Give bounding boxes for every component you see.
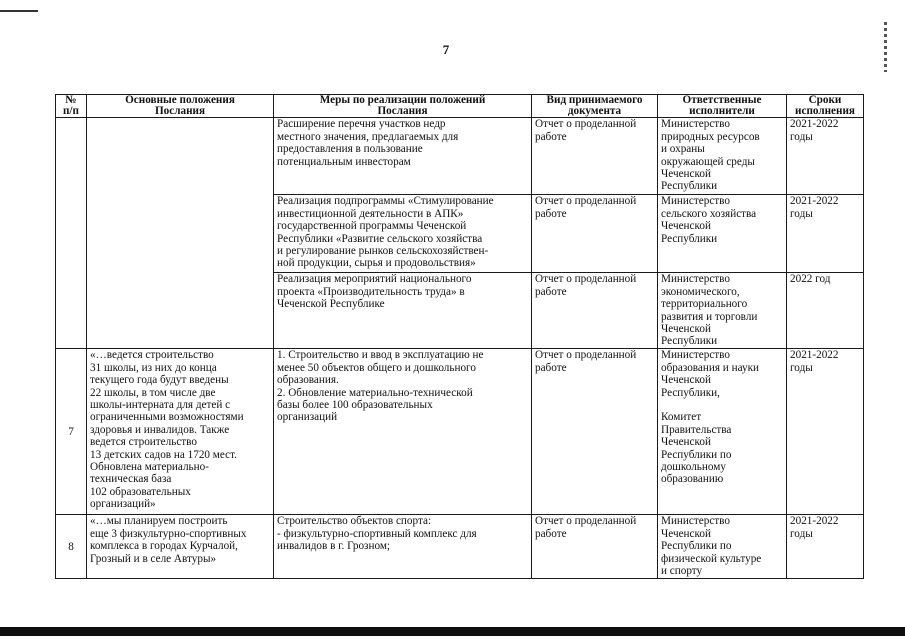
table-row — [56, 515, 864, 579]
header-cell-number — [56, 95, 87, 118]
cell-text-line: Республики — [661, 180, 718, 193]
cell-text-line: Министерство — [661, 118, 730, 131]
cell-text-line: Чеченской Республике — [277, 298, 385, 311]
cell-text-line: школы-интерната для детей с — [90, 399, 231, 412]
cell-text-line: 2. Обновление материально-технической — [277, 386, 473, 399]
cell-text-line: Реализация мероприятий национального — [277, 273, 472, 286]
cell-text-line: работе — [535, 527, 567, 540]
cell-text-line: дошкольному — [661, 461, 726, 474]
cell-text-line: окружающей среды — [661, 155, 755, 168]
cell-text-line: Чеченской — [661, 436, 711, 449]
cell-text-line: 13 детских садов на 1720 мест. — [90, 448, 237, 461]
cell-text-line: Чеченской — [661, 168, 711, 181]
row-number-cell: 8 — [56, 515, 87, 579]
cell-text-line: 2022 год — [790, 273, 831, 286]
cell-text-line: техническая база — [90, 473, 172, 486]
header-cell-provisions — [87, 95, 274, 118]
document-type-cell — [532, 273, 658, 349]
cell-text-line: 102 образовательных — [90, 485, 191, 498]
cell-text-line: Чеченской — [661, 527, 711, 540]
row-number-cell: 7 — [56, 349, 87, 515]
document-type-cell — [532, 118, 658, 195]
cell-text-line: 2021-2022 — [790, 195, 839, 208]
deadline-cell — [787, 515, 864, 579]
executors-cell — [658, 118, 787, 195]
measures-cell — [274, 118, 532, 195]
cell-text-line: базы более 100 образовательных — [277, 399, 433, 412]
cell-text-line: Послания — [377, 105, 428, 118]
cell-text-line: Комитет — [661, 411, 702, 424]
table-header-row — [56, 95, 864, 118]
cell-text-line: «…ведется строительство — [90, 349, 214, 362]
cell-text-line: Меры по реализации положений — [319, 94, 486, 106]
cell-text-line: образования и науки — [661, 361, 759, 374]
cell-text-line: Республики по — [661, 448, 732, 461]
cell-text-line: Строительство объектов спорта: — [277, 515, 432, 528]
deadline-cell — [787, 349, 864, 515]
measures-cell — [274, 273, 532, 349]
cell-text-line: Отчет о проделанной — [535, 195, 637, 208]
cell-text-line: государственной программы Чеченской — [277, 220, 467, 233]
cell-text-line: работе — [535, 130, 567, 143]
cell-text-line: Ответственные — [682, 94, 762, 106]
cell-text-line: здоровья и инвалидов. Также — [90, 423, 230, 436]
cell-text-line: Республики по — [661, 540, 732, 553]
provision-cell — [87, 349, 274, 515]
cell-text-line: исполнители — [689, 105, 755, 118]
cell-text-line: Отчет о проделанной — [535, 118, 637, 131]
cell-text-line: Республики, — [661, 386, 720, 399]
cell-text-line: инвалидов в г. Грозном; — [277, 540, 391, 553]
cell-text-line: ограниченными возможностями — [90, 411, 244, 424]
cell-text-line: Расширение перечня участков недр — [277, 118, 446, 131]
cell-text-line: образованию — [661, 473, 724, 486]
cell-text-line: предоставления в пользование — [277, 143, 423, 156]
executors-cell — [658, 349, 787, 515]
cell-text-line: документа — [567, 105, 622, 118]
provision-cell — [87, 118, 274, 349]
cell-text-line: территориального — [661, 298, 748, 311]
cell-text-line: 2021-2022 — [790, 118, 839, 131]
cell-text-line: Республики «Развитие сельского хозяйства — [277, 232, 483, 245]
cell-text-line: работе — [535, 207, 567, 220]
measures-cell — [274, 195, 532, 273]
cell-text-line: Основные положения — [125, 94, 235, 106]
cell-text-line: работе — [535, 285, 567, 298]
cell-text-line: 2021-2022 — [790, 349, 839, 362]
cell-text-line: 31 школы, из них до конца — [90, 361, 217, 374]
executors-cell — [658, 515, 787, 579]
cell-text-line: «…мы планируем построить — [90, 515, 228, 528]
cell-text-line: Чеченской — [661, 323, 711, 336]
cell-text-line: ведется строительство — [90, 436, 197, 449]
cell-text-line: Чеченской — [661, 220, 711, 233]
cell-text-line: Послания — [154, 105, 206, 118]
cell-text-line: Республики — [661, 232, 718, 245]
executors-cell — [658, 273, 787, 349]
cell-text-line: менее 50 объектов общего и дошкольного — [277, 361, 476, 374]
cell-text-line: Министерство — [661, 349, 730, 362]
table-row — [56, 349, 864, 515]
document-type-cell — [532, 515, 658, 579]
cell-text-line: Сроки — [808, 94, 842, 106]
page-number: 7 — [442, 42, 450, 57]
cell-text-line: работе — [535, 361, 567, 374]
scan-artifact-right — [884, 22, 887, 72]
cell-text-line: еще 3 физкультурно-спортивных — [90, 527, 247, 540]
cell-text-line: текущего года будут введены — [90, 374, 229, 387]
deadline-cell — [787, 273, 864, 349]
cell-text-line: образования. — [277, 374, 339, 387]
cell-text-line: 1. Строительство и ввод в эксплуатацию не — [277, 349, 484, 362]
cell-text-line: физической культуре — [661, 552, 762, 565]
cell-text-line: Грозный и в селе Автуры» — [90, 552, 217, 565]
provision-cell — [87, 515, 274, 579]
cell-text-line: комплекса в городах Курчалой, — [90, 540, 238, 553]
cell-text-line: Обновлена материально- — [90, 461, 209, 474]
header-cell-measures — [274, 95, 532, 118]
header-cell-executors — [658, 95, 787, 118]
cell-text-line: ной продукции, сырья и продовольствия» — [277, 257, 476, 270]
cell-text-line: годы — [790, 527, 813, 540]
cell-text-line: Министерство — [661, 195, 730, 208]
cell-text-line: местного значения, предлагаемых для — [277, 130, 459, 143]
cell-text-line: Реализация подпрограммы «Стимулирование — [277, 195, 494, 208]
cell-text-line: инвестиционной деятельности в АПК» — [277, 207, 464, 220]
cell-text-line: и спорту — [661, 565, 703, 578]
table-row — [56, 118, 864, 195]
cell-text-line: годы — [790, 130, 813, 143]
deadline-cell — [787, 195, 864, 273]
cell-text-line: Республики — [661, 335, 718, 348]
cell-text-line: п/п — [62, 105, 79, 118]
document-type-cell — [532, 195, 658, 273]
deadline-cell — [787, 118, 864, 195]
measures-cell — [274, 349, 532, 515]
cell-text-line: Отчет о проделанной — [535, 273, 637, 286]
row-number-cell — [56, 118, 87, 349]
scan-artifact-bottom-bar — [0, 627, 905, 636]
blank-line — [661, 399, 783, 411]
cell-text-line: развития и торговли — [661, 310, 758, 323]
cell-text-line: потенциальным инвесторам — [277, 155, 411, 168]
cell-text-line: 22 школы, в том числе две — [90, 386, 216, 399]
cell-text-line: - физкультурно-спортивный комплекс для — [277, 527, 477, 540]
cell-text-line: организаций — [277, 411, 338, 424]
cell-text-line: и охраны — [661, 143, 705, 156]
cell-text-line: 2021-2022 — [790, 515, 839, 528]
executors-cell — [658, 195, 787, 273]
cell-text-line: проекта «Производительность труда» в — [277, 285, 465, 298]
measures-table — [55, 94, 864, 579]
cell-text-line: Министерство — [661, 515, 730, 528]
cell-text-line: экономического, — [661, 285, 740, 298]
cell-text-line: Правительства — [661, 423, 732, 436]
cell-text-line: исполнения — [795, 105, 855, 118]
cell-text-line: Министерство — [661, 273, 730, 286]
measures-cell — [274, 515, 532, 579]
cell-text-line: организаций» — [90, 498, 156, 511]
header-cell-deadline — [787, 95, 864, 118]
cell-text-line: Отчет о проделанной — [535, 515, 637, 528]
cell-text-line: № — [65, 94, 77, 106]
cell-text-line: Чеченской — [661, 374, 711, 387]
cell-text-line: годы — [790, 361, 813, 374]
cell-text-line: годы — [790, 207, 813, 220]
scan-artifact-top — [0, 10, 38, 12]
cell-text-line: Вид принимаемого — [546, 94, 643, 106]
cell-text-line: сельского хозяйства — [661, 207, 757, 220]
document-type-cell — [532, 349, 658, 515]
cell-text-line: и регулирование рынков сельскохозяйствен- — [277, 245, 489, 258]
cell-text-line: природных ресурсов — [661, 130, 760, 143]
cell-text-line: Отчет о проделанной — [535, 349, 637, 362]
header-cell-document-type — [532, 95, 658, 118]
